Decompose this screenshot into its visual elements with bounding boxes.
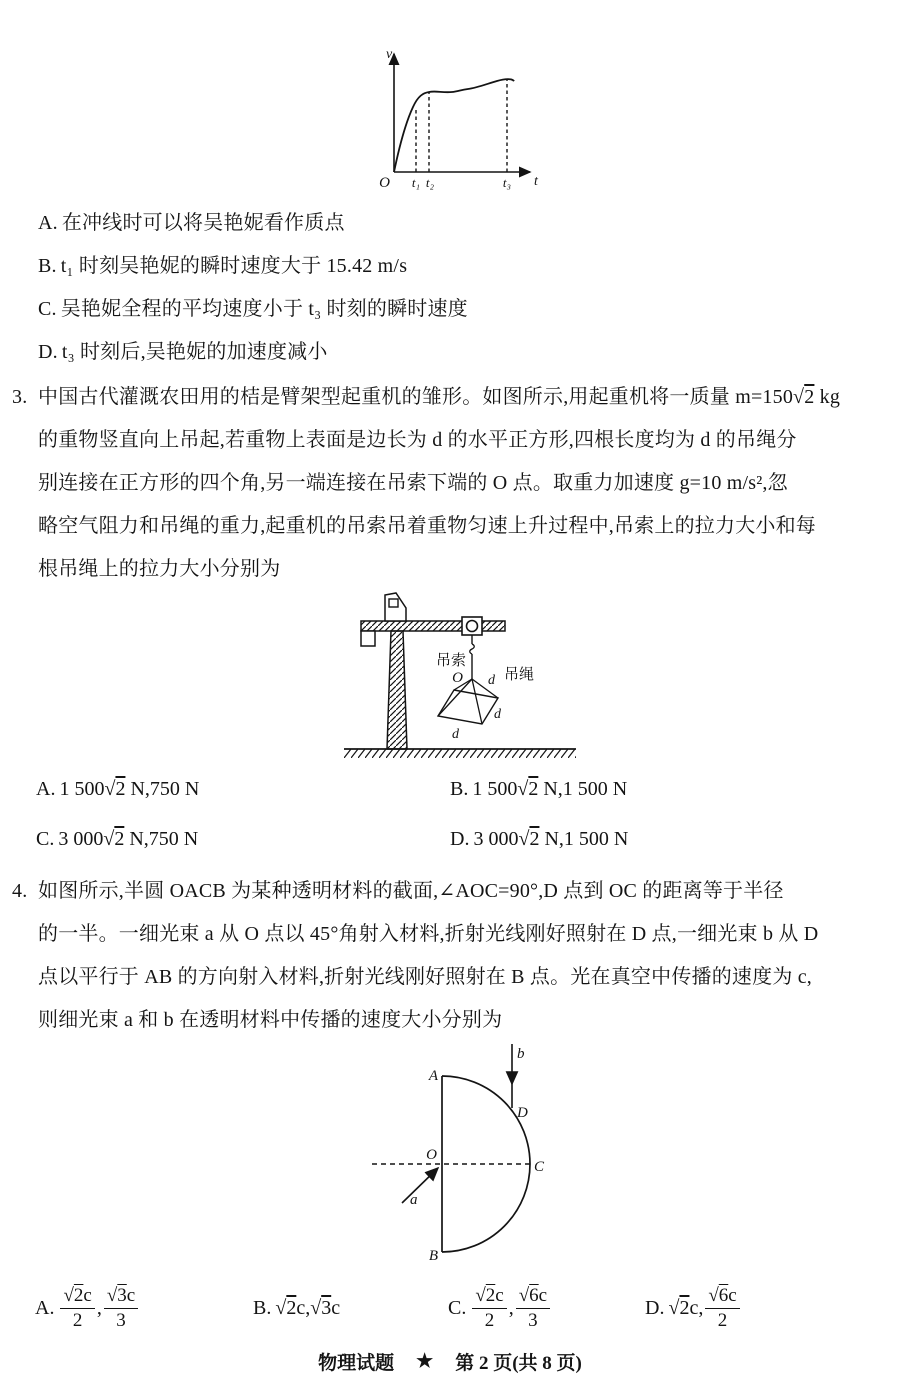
q2-option-b-label: B. (38, 255, 57, 277)
q4-option-b-text: √2c,√3c (275, 1296, 341, 1319)
label-B: B (428, 1248, 438, 1264)
q3-stem-line-3: 别连接在正方形的四个角,另一端连接在吊索下端的 O 点。取重力加速度 g=10 m/s²,忽 (38, 472, 788, 494)
ground-hatching (344, 749, 576, 758)
vt-xlabel: t (534, 174, 538, 189)
footer-title: 物理试题 (318, 1353, 395, 1374)
q2-option-c-text: 吴艳妮全程的平均速度小于 t₃ 时刻的瞬时速度 (60, 298, 468, 320)
crane-cab-window (389, 599, 398, 607)
d-rope-label: d (488, 673, 495, 688)
vt-tick-t2: t₂ (425, 175, 435, 190)
q3-option-a-label: A. (36, 778, 56, 800)
vt-ylabel: v (386, 47, 393, 62)
q3-option-c-label: C. (36, 828, 55, 850)
q3-stem-line-4: 略空气阻力和吊绳的重力,起重机的吊索吊着重物匀速上升过程中,吊索上的拉力大小和每 (38, 515, 816, 537)
q3-option-d-label: D. (450, 828, 470, 850)
cable-hook (470, 644, 475, 654)
crane-jib (361, 621, 505, 631)
q4-option-d (645, 1278, 742, 1338)
q4-stem-text-1: 如图所示,半圆 OACB 为某种透明材料的截面,∠AOC=90°,D 点到 OC 的距离等于半径 (38, 880, 784, 902)
q4-number: 4. (12, 880, 28, 902)
vt-tick-t1: t₁ (411, 175, 421, 190)
q4-option-c-frac2: $\frac{√6c}{3}$ (516, 1285, 550, 1332)
q4-option-d-frac: $\frac{√6c}{2}$ (705, 1285, 739, 1332)
q3-option-b (450, 778, 627, 801)
q3-option-c-text: 3 000√2 N,750 N (58, 828, 199, 850)
q4-option-b (253, 1278, 340, 1338)
q4-option-c-label: C. (448, 1296, 467, 1319)
q4-option-a-frac2: $\frac{√3c}{3}$ (104, 1285, 138, 1332)
q4-stem-line-2: 的一半。一细光束 a 从 O 点以 45°角射入材料,折射光线刚好照射在 D 点,一细光束 b 从 D (38, 923, 819, 945)
q3-option-b-label: B. (450, 778, 469, 800)
crane-tower (387, 631, 407, 749)
vt-curve (394, 79, 514, 172)
q4-option-c-frac1: $\frac{√2c}{2}$ (472, 1285, 506, 1332)
q2-option-d (38, 335, 328, 364)
q3-option-d (450, 828, 628, 851)
q3-stem-line-5: 根吊绳上的拉力大小分别为 (38, 558, 281, 580)
q4-stem-line-3: 点以平行于 AB 的方向射入材料,折射光线刚好照射在 B 点。光在真空中传播的速度为 c, (38, 966, 812, 988)
q4-stem-line-4: 则细光束 a 和 b 在透明材料中传播的速度大小分别为 (38, 1009, 503, 1031)
q4-option-a-frac1: $\frac{√2c}{2}$ (60, 1285, 94, 1332)
star-icon: ★ (416, 1351, 434, 1372)
point-o-label: O (452, 670, 463, 686)
vt-origin-label: O (379, 175, 390, 191)
footer-page-info: 第 2 页(共 8 页) (455, 1353, 582, 1374)
d-side-label: d (494, 707, 501, 722)
q3-option-c (36, 828, 198, 851)
label-D: D (517, 1105, 528, 1121)
crane-figure (330, 578, 620, 773)
q2-option-c-label: C. (38, 298, 57, 320)
rope-label: 吊绳 (504, 667, 535, 683)
q3-option-a (36, 778, 199, 801)
label-a: a (410, 1192, 418, 1208)
q2-option-a-label: A. (38, 212, 58, 234)
q2-option-d-text: t₃ 时刻后,吴艳妮的加速度减小 (61, 341, 328, 363)
q2-option-d-label: D. (38, 341, 58, 363)
vt-graph-figure (372, 38, 552, 193)
crane-counterweight (361, 631, 375, 646)
q4-option-a-label: A. (35, 1296, 55, 1319)
q3-stem-line-1 (12, 380, 840, 409)
label-b: b (517, 1046, 525, 1062)
vt-tick-t3: t₃ (502, 175, 512, 190)
q3-option-d-text: 3 000√2 N,1 500 N (473, 828, 629, 850)
q2-option-a (38, 206, 345, 235)
q4-option-b-label: B. (253, 1296, 272, 1319)
d-front-label: d (452, 727, 459, 742)
q2-option-a-text: 在冲线时可以将吴艳妮看作质点 (61, 212, 345, 234)
pulley-wheel (467, 621, 478, 632)
q3-number: 3. (12, 386, 28, 408)
q3-stem-text-1: 中国古代灌溉农田用的桔是臂架型起重机的雏形。如图所示,用起重机将一质量 m=150√2 kg (38, 386, 841, 408)
q2-option-b (38, 249, 407, 278)
q4-stem-line-1 (12, 874, 784, 903)
page-footer (0, 1348, 900, 1375)
q4-option-a-sep: , (96, 1296, 102, 1319)
beam-a-arrow (402, 1168, 438, 1203)
q3-stem-line-2: 的重物竖直向上吊起,若重物上表面是边长为 d 的水平正方形,四根长度均为 d 的吊绳分 (38, 429, 797, 451)
label-A: A (428, 1068, 438, 1084)
label-O: O (426, 1147, 437, 1163)
label-C: C (534, 1159, 545, 1175)
q4-option-d-pre: √2c, (668, 1296, 704, 1319)
q4-option-a (35, 1278, 140, 1338)
cable-label: 吊索 (435, 653, 466, 669)
q4-option-c (448, 1278, 552, 1338)
q4-option-d-label: D. (645, 1296, 665, 1319)
semicircle-figure (350, 1040, 590, 1270)
q3-option-a-text: 1 500√2 N,750 N (59, 778, 200, 800)
q2-option-c (38, 292, 468, 321)
q4-option-c-sep: , (508, 1296, 514, 1319)
q2-option-b-text: t₁ 时刻吴艳妮的瞬时速度大于 15.42 m/s (60, 255, 408, 277)
q3-option-b-text: 1 500√2 N,1 500 N (472, 778, 628, 800)
